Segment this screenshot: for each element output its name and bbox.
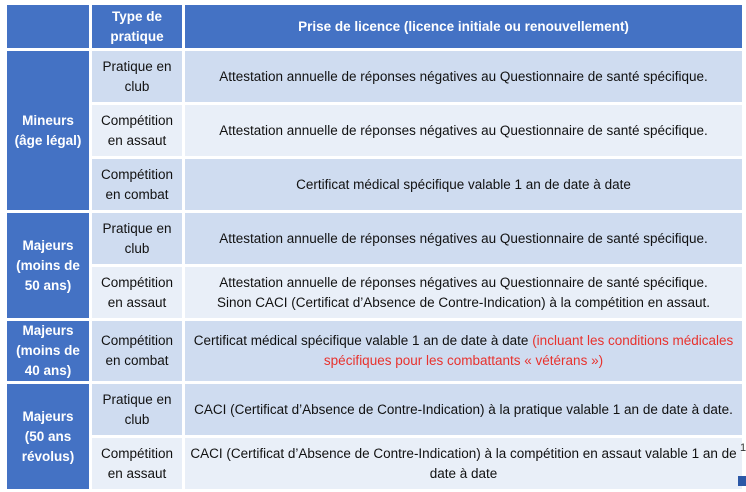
row-text: CACI (Certificat d’Absence de Contre-Indication) à la compétition en assaut valable 1 an de date à date: [184, 437, 744, 491]
header-row: [6, 4, 744, 50]
row-type: Compétition en assaut: [91, 266, 184, 320]
group-majeurs-moins-50: Majeurs (moins de 50 ans): [6, 212, 91, 320]
row-type: Compétition en assaut: [91, 437, 184, 491]
table-row: [6, 158, 744, 212]
row-text-line2: Sinon CACI (Certificat d’Absence de Contre-Indication) à la compétition en assaut.: [216, 294, 710, 310]
table-row: [6, 383, 744, 437]
row-text-highlight: (incluant les conditions médicales spécifiques pour les combattants « vétérans »): [323, 333, 734, 368]
row-text: Attestation annuelle de réponses négatives au Questionnaire de santé spécifique.: [184, 212, 744, 266]
table-row: [6, 320, 744, 383]
row-text: Certificat médical spécifique valable 1 an de date à date: [184, 158, 744, 212]
table-row: [6, 266, 744, 320]
header-prise-licence: Prise de licence (licence initiale ou renouvellement): [184, 4, 744, 50]
row-text-main: Certificat médical spécifique valable 1 an de date à date: [193, 333, 529, 348]
table-row: [6, 212, 744, 266]
group-majeurs-50-revolus: Majeurs (50 ans révolus): [6, 383, 91, 491]
corner-decoration: [738, 476, 746, 486]
row-type: Pratique en club: [91, 383, 184, 437]
edge-mark: 1: [740, 442, 746, 454]
row-text: Attestation annuelle de réponses négatives au Questionnaire de santé spécifique.: [184, 50, 744, 104]
row-type: Compétition en combat: [91, 158, 184, 212]
row-text: Attestation annuelle de réponses négatives au Questionnaire de santé spécifique.: [184, 104, 744, 158]
licence-table: [4, 2, 745, 492]
group-majeurs-moins-40: Majeurs (moins de 40 ans): [6, 320, 91, 383]
table-row: [6, 50, 744, 104]
header-type-pratique: Type de pratique: [91, 4, 184, 50]
row-type: Pratique en club: [91, 50, 184, 104]
row-type: Compétition en assaut: [91, 104, 184, 158]
row-type: Pratique en club: [91, 212, 184, 266]
table-row: [6, 437, 744, 491]
row-text-line1: Attestation annuelle de réponses négatives au Questionnaire de santé spécifique.: [219, 274, 708, 290]
group-mineurs: Mineurs (âge légal): [6, 50, 91, 212]
header-blank: [6, 4, 91, 50]
table-row: [6, 104, 744, 158]
row-text: [184, 320, 744, 383]
row-text: [184, 266, 744, 320]
row-text: CACI (Certificat d’Absence de Contre-Indication) à la pratique valable 1 an de date à date.: [184, 383, 744, 437]
row-type: Compétition en combat: [91, 320, 184, 383]
